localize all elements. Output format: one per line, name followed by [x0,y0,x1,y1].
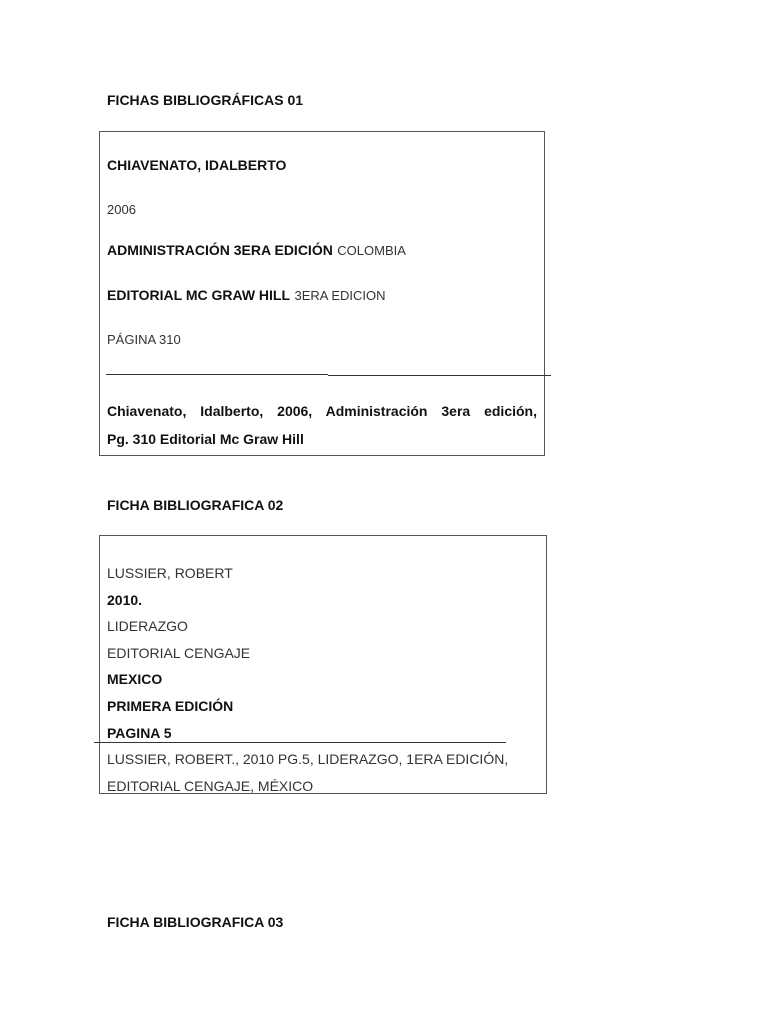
ficha-01-title: ADMINISTRACIÓN 3ERA EDICIÓN [107,242,333,258]
ficha-02-publisher: EDITORIAL CENGAJE [107,644,251,661]
ficha-01-page: PÁGINA 310 [107,332,181,347]
ficha-01-publisher: EDITORIAL MC GRAW HILL [107,287,291,303]
ficha-01-citation [107,397,537,453]
ficha-02-citation-line-2: EDITORIAL CENGAJE, MÉXICO [107,777,314,794]
ficha-01-citation-line-2: Pg. 310 Editorial Mc Graw Hill [107,431,304,447]
ficha-01-divider-right [328,375,551,376]
ficha-02-edition: PRIMERA EDICIÓN [107,697,234,714]
ficha-02-heading: FICHA BIBLIOGRAFICA 02 [107,497,284,513]
ficha-01-year: 2006 [107,202,136,217]
ficha-02-page: PAGINA 5 [107,724,172,741]
ficha-01-publisher-row [107,287,386,305]
ficha-02-citation [107,746,508,799]
ficha-01-citation-line-1: Chiavenato, Idalberto, 2006, Administración 3era edición, [107,403,537,419]
ficha-02-fields [107,560,250,746]
ficha-02-author: LUSSIER, ROBERT [107,565,233,581]
ficha-03-heading: FICHA BIBLIOGRAFICA 03 [107,914,284,930]
ficha-01-heading: FICHAS BIBLIOGRÁFICAS 01 [107,92,304,108]
ficha-01-author: CHIAVENATO, IDALBERTO [107,157,287,173]
ficha-02-title: LIDERAZGO [107,618,188,635]
ficha-02-country: MEXICO [107,671,163,688]
ficha-02-year: 2010. [107,591,143,608]
ficha-01-edition: 3ERA EDICION [294,288,386,303]
ficha-01-divider-left [106,374,328,375]
ficha-02-citation-line-1: LUSSIER, ROBERT., 2010 PG.5, LIDERAZGO, 1ERA EDICIÓN, [107,751,509,767]
ficha-01-title-row [107,242,406,260]
ficha-02-divider [94,742,506,743]
ficha-01-country: COLOMBIA [337,243,406,258]
